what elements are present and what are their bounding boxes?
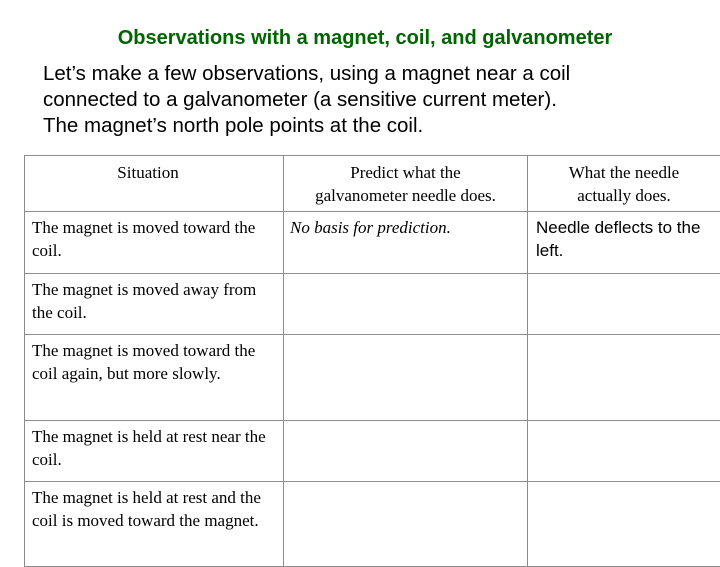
prediction-cell[interactable] (284, 421, 528, 482)
page-title: Observations with a magnet, coil, and galvanometer (0, 24, 720, 52)
header-situation-label: Situation (117, 163, 178, 182)
header-actual (528, 156, 720, 212)
prediction-cell[interactable]: No basis for prediction. (284, 212, 528, 274)
situation-cell: The magnet is moved toward the coil. (25, 212, 284, 274)
table-row (25, 212, 720, 274)
intro-line: The magnet’s north pole points at the coil. (43, 113, 703, 139)
table-row (25, 274, 720, 335)
header-prediction-line: galvanometer needle does. (315, 186, 496, 205)
actual-cell[interactable]: Needle deflects to the left. (528, 212, 720, 274)
table-header-row (25, 156, 720, 212)
intro-paragraph (43, 61, 703, 139)
header-prediction-line: Predict what the (350, 163, 460, 182)
prediction-cell[interactable] (284, 274, 528, 335)
table-row (25, 421, 720, 482)
header-actual-line: actually does. (577, 186, 670, 205)
table-row (25, 482, 720, 567)
actual-cell[interactable] (528, 274, 720, 335)
situation-cell: The magnet is held at rest and the coil is moved toward the magnet. (25, 482, 284, 567)
intro-line: Let’s make a few observations, using a magnet near a coil (43, 61, 703, 87)
observations-table (24, 155, 720, 567)
actual-cell[interactable] (528, 421, 720, 482)
header-prediction (284, 156, 528, 212)
prediction-cell[interactable] (284, 482, 528, 567)
header-situation (25, 156, 284, 212)
header-actual-line: What the needle (569, 163, 679, 182)
table-row (25, 335, 720, 421)
actual-cell[interactable] (528, 482, 720, 567)
prediction-cell[interactable] (284, 335, 528, 421)
situation-cell: The magnet is moved away from the coil. (25, 274, 284, 335)
intro-line: connected to a galvanometer (a sensitive current meter). (43, 87, 703, 113)
actual-cell[interactable] (528, 335, 720, 421)
situation-cell: The magnet is moved toward the coil again, but more slowly. (25, 335, 284, 421)
situation-cell: The magnet is held at rest near the coil. (25, 421, 284, 482)
